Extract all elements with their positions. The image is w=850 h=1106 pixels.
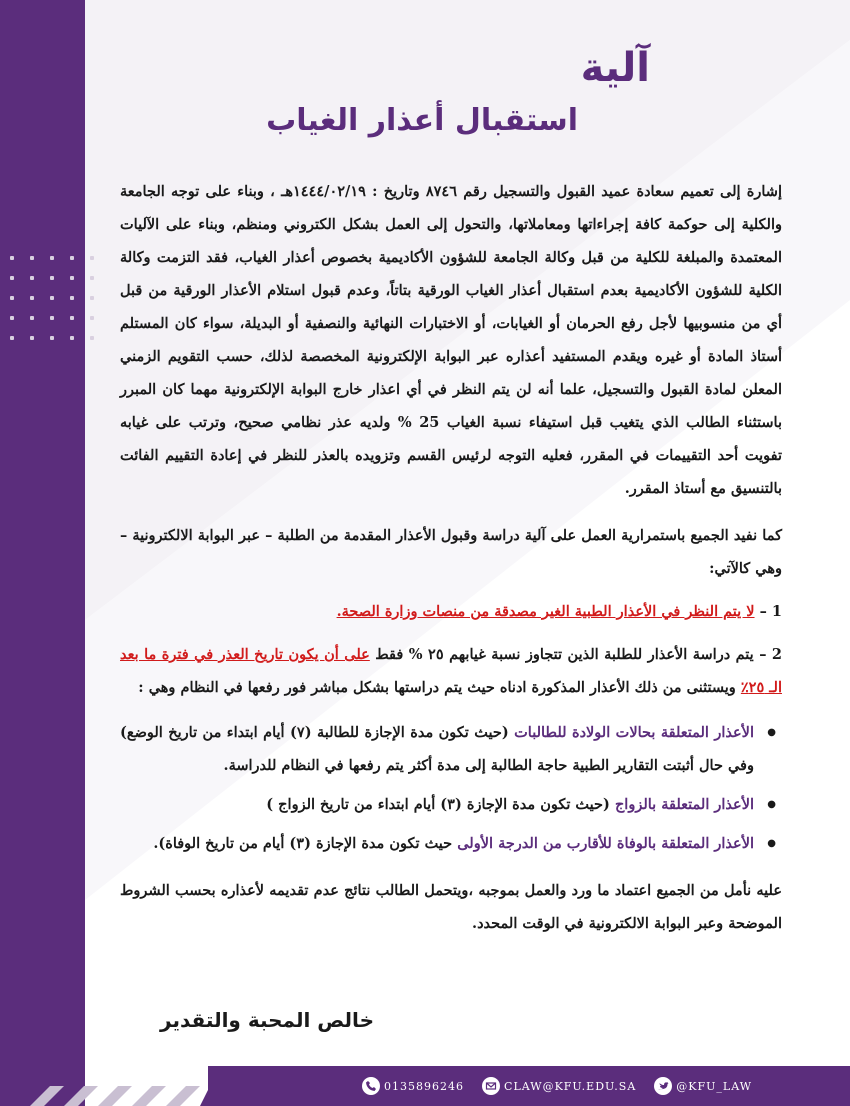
decorative-dot [90,316,94,320]
left-accent-bar [0,0,85,1106]
decorative-dot [50,296,54,300]
decorative-dot [30,296,34,300]
exception-detail: حيث تكون مدة الإجازة (٣) أيام من تاريخ الوفاة). [153,835,453,852]
exception-list [120,716,782,860]
exception-item-birth [120,716,754,782]
decorative-dot [10,296,14,300]
twitter-contact[interactable] [654,1077,752,1095]
exception-label: الأعذار المتعلقة بحالات الولادة للطالبات [514,724,754,741]
rule-text-highlight: على أن يكون تاريخ العذر في فترة ما بعد الـ ٢٥٪ [120,646,782,696]
signoff-text: خالص المحبة والتقدير [160,1008,374,1032]
exception-detail: (حيث تكون مدة الإجازة (٣) أيام ابتداء من تاريخ الزواج ) [266,796,610,813]
phone-number: 0135896246 [384,1079,465,1093]
decorative-dot [10,256,14,260]
decorative-dot [10,336,14,340]
exception-item-death [120,827,754,860]
decorative-dot [50,316,54,320]
decorative-dot [90,336,94,340]
decorative-dot [30,316,34,320]
rule-text: يتم دراسة الأعذار للطلبة الذين تتجاوز نسبة غيابهم ٢٥ % فقط [375,646,754,663]
decorative-dot [90,276,94,280]
page-subtitle: استقبال أعذار الغياب [266,103,578,138]
rule-item-2 [120,638,782,704]
decorative-dot [90,256,94,260]
exception-label: الأعذار المتعلقة بالوفاة للأقارب من الدرجة الأولى [457,835,754,852]
intro-paragraph: إشارة إلى تعميم سعادة عميد القبول والتسجيل رقم ٨٧٤٦ وتاريخ : ١٤٤٤/٠٢/١٩هـ ، وبناء على توجه الجامعة والكلية إلى حوكمة كافة إجراءاتها ومعاملاتها، والتحول إلى العمل بشكل الكتروني ومنظم، وبناء على الآليات المعتمدة والمبلغة للكلية من قبل وكالة الجامعة للشؤون الأكاديمية بخصوص أعذار الغياب، فقد التزمت وكالة الكلية للشؤون الأكاديمية بعدم استقبال أعذار الغياب الورقية بتاتاً، وعدم قبول استلام الأعذار الورقية من قبل أي من منسوبيها لأجل رفع الحرمان أو الغيابات، أو الاختبارات النهائية والنصفية أو البديلة، سواء كان المستلم أستاذ المادة أو غيره ويقدم المستفيد أعذاره عبر البوابة الإلكترونية المخصصة لذلك، حسب التقويم الزمني المعلن لمادة القبول والتسجيل، علما أنه لن يتم النظر في أي اعذار خارج البوابة الإلكترونية مهما كان المبرر باستثناء الطالب الذي يتغيب قبل استيفاء نسبة الغياب 25 % ولديه عذر نظامي صحيح، وترتب على غيابه تفويت أحد التقييمات في المقرر، فعليه التوجه لرئيس القسم وتزويده بالعذر للنظر في إعادة التقييم الفائت بالتنسيق مع أستاذ المقرر. [120,183,782,497]
email-contact[interactable] [482,1077,636,1095]
twitter-handle: @KFU_LAW [676,1079,752,1093]
page-title: آلية [580,45,650,91]
decorative-dot [50,276,54,280]
rule-item-1 [120,595,782,628]
email-icon [482,1077,500,1095]
decorative-dot [70,276,74,280]
decorative-dot [50,336,54,340]
mechanism-paragraph: كما نفيد الجميع باستمرارية العمل على آلية دراسة وقبول الأعذار المقدمة من الطلبة – عبر البوابة الالكترونية – وهي كالآتي: [120,527,782,577]
decorative-dot [50,256,54,260]
rule-text: ويستثنى من ذلك الأعذار المذكورة ادناه حيث يتم دراستها بشكل مباشر فور رفعها في النظام وهي : [138,679,736,696]
twitter-icon [654,1077,672,1095]
decorative-dot [10,276,14,280]
decorative-dot [70,336,74,340]
rule-number: 1 – [759,603,782,620]
rule-text-highlight: لا يتم النظر في الأعذار الطبية الغير مصدقة من منصات وزارة الصحة. [336,603,755,620]
footer-contacts [362,1066,752,1106]
closing-paragraph: عليه نأمل من الجميع اعتماد ما ورد والعمل بموجبه ،ويتحمل الطالب نتائج عدم تقديمه لأعذاره بحسب الشروط الموضحة وعبر البوابة الالكترونية في الوقت المحدد. [120,882,782,932]
decorative-dot [70,296,74,300]
exception-label: الأعذار المتعلقة بالزواج [614,796,754,813]
decorative-dot [70,316,74,320]
email-address: CLAW@KFU.EDU.SA [504,1079,637,1093]
rule-number: 2 – [759,646,783,663]
document-body [120,175,782,940]
decorative-dot [90,296,94,300]
phone-icon [362,1077,380,1095]
decorative-dot [70,256,74,260]
decorative-dot [30,276,34,280]
exception-item-marriage [120,788,754,821]
phone-contact[interactable] [362,1077,464,1095]
exception-detail: (حيث تكون مدة الإجازة للطالبة (٧) أيام ابتداء من تاريخ الوضع) وفي حال أثبتت التقارير الطبية حاجة الطالبة إلى مدة أكثر يتم رفعها في النظام للدراسة. [120,724,754,774]
decorative-dot-grid [10,256,105,351]
decorative-dot [30,336,34,340]
footer-stripes [30,1060,230,1106]
decorative-dot [10,316,14,320]
decorative-dot [30,256,34,260]
